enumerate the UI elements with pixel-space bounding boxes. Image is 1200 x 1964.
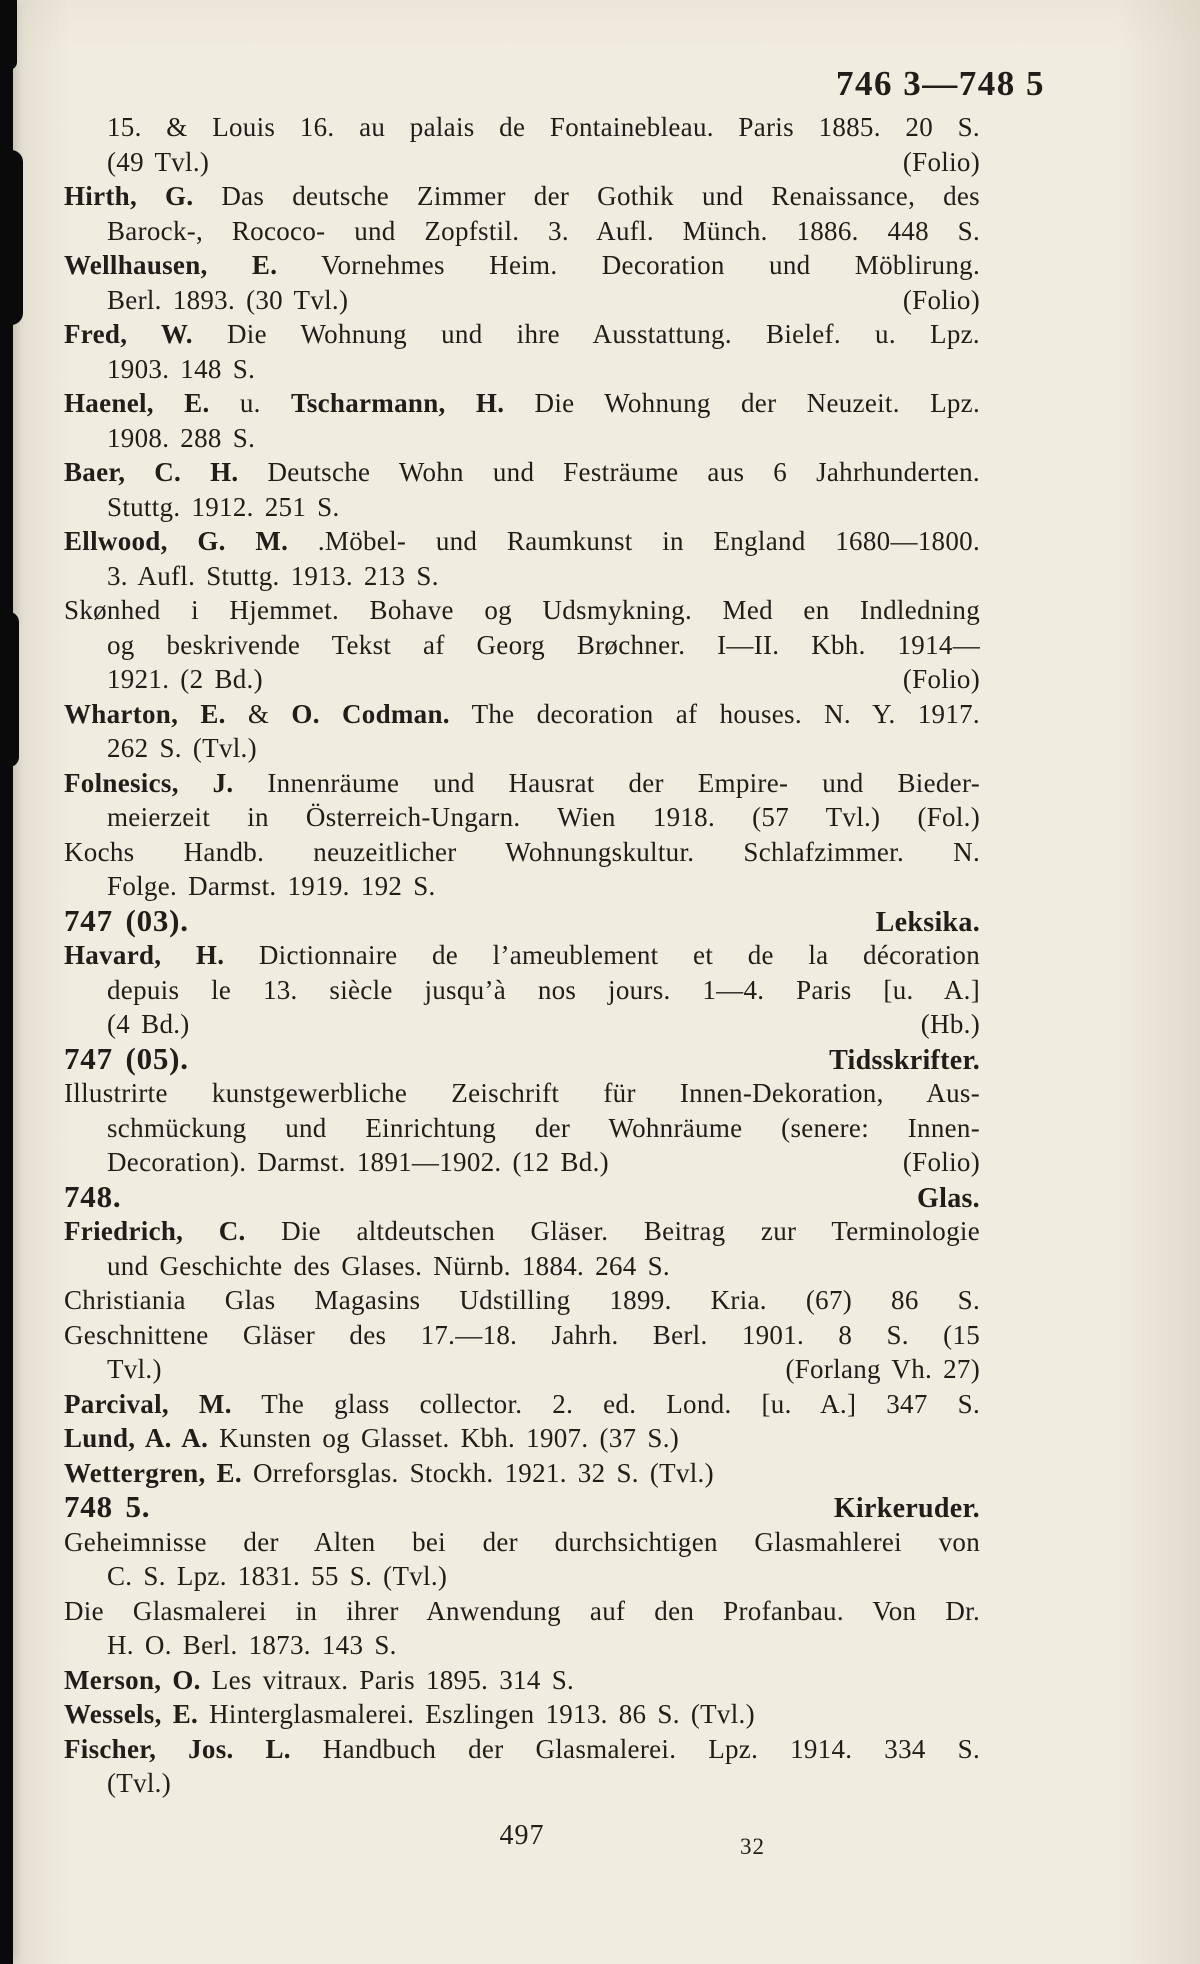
line-text xyxy=(107,733,257,763)
section-label: Leksika. xyxy=(875,906,980,938)
line-text xyxy=(64,388,980,418)
line-text xyxy=(64,1389,980,1419)
format-note: (Folio) xyxy=(902,146,980,177)
author-name: Ellwood, G. M. xyxy=(64,526,289,556)
line-text xyxy=(64,1665,574,1695)
line-text xyxy=(64,699,980,729)
text-run: C. S. Lpz. 1831. 55 S. (Tvl.) xyxy=(107,1561,448,1591)
author-name: Fischer, Jos. L. xyxy=(64,1733,291,1764)
line-text xyxy=(107,1768,171,1798)
bib-line xyxy=(64,317,980,352)
bib-line xyxy=(64,145,980,180)
bib-line xyxy=(64,1766,980,1801)
text-run: und Geschichte des Glases. Nürnb. 1884. 264 S. xyxy=(107,1250,670,1281)
text-run: schmückung und Einrichtung der Wohnräume (senere: Innen- xyxy=(107,1112,980,1143)
line-text xyxy=(64,457,980,487)
text-run: Kunsten og Glasset. Kbh. 1907. (37 S.) xyxy=(208,1423,680,1453)
bib-line xyxy=(64,973,980,1008)
bib-line xyxy=(64,1421,980,1456)
bib-line xyxy=(64,248,980,283)
bib-line xyxy=(64,731,980,766)
line-text xyxy=(64,250,980,280)
text-run: Vornehmes Heim. Decoration und Möblirung. xyxy=(277,250,981,280)
author-name: Parcival, M. xyxy=(64,1388,232,1419)
author-name: Folnesics, J. xyxy=(64,767,234,798)
line-text xyxy=(64,181,980,211)
line-text xyxy=(64,1285,980,1315)
line-text xyxy=(64,1180,121,1216)
section-number: 748. xyxy=(64,1178,122,1214)
line-text xyxy=(107,630,980,660)
line-text xyxy=(64,904,189,940)
signature-number: 32 xyxy=(740,1834,765,1859)
line-text xyxy=(107,145,209,180)
bib-line xyxy=(64,1663,980,1698)
line-text xyxy=(107,1251,670,1281)
bib-line xyxy=(64,1249,980,1284)
line-text xyxy=(64,1423,679,1453)
author-name: Lund, A. A. xyxy=(64,1423,209,1453)
text-run: Tvl.) xyxy=(107,1354,162,1384)
text-run: .Möbel- und Raumkunst in England 1680—1800. xyxy=(288,526,980,556)
format-note: (Folio) xyxy=(902,284,980,315)
line-text xyxy=(64,940,980,970)
bib-line xyxy=(64,386,980,421)
bib-line xyxy=(64,1490,980,1525)
line-text xyxy=(64,1734,980,1764)
author-name: Baer, C. H. xyxy=(64,457,239,487)
bib-line xyxy=(64,1007,980,1042)
bib-line xyxy=(64,1628,980,1663)
line-text xyxy=(64,837,980,867)
text-run: Illustrirte kunstgewerbliche Zeischrift für Innen-Dekoration, Aus- xyxy=(64,1078,980,1108)
format-note: (Hb.) xyxy=(920,1009,980,1039)
line-text xyxy=(64,1699,755,1729)
line-text xyxy=(107,216,980,246)
bib-line xyxy=(64,628,980,663)
text-run: Decoration). Darmst. 1891—1902. (12 Bd.) xyxy=(107,1147,609,1177)
bib-line xyxy=(64,1525,980,1560)
line-text xyxy=(64,1320,980,1350)
text-run: & xyxy=(225,698,292,729)
scan-edge-mark xyxy=(0,0,17,70)
bib-line xyxy=(64,110,980,145)
author-name: Wharton, E. xyxy=(64,698,226,729)
line-text xyxy=(107,1561,447,1591)
bib-line xyxy=(64,1352,980,1387)
line-text xyxy=(107,975,980,1005)
author-name: Merson, O. xyxy=(64,1664,201,1695)
text-run: Das deutsche Zimmer der Gothik und Renaissance, des xyxy=(193,181,980,211)
line-text xyxy=(107,1630,397,1660)
text-run: Barock-, Rococo- und Zopfstil. 3. Aufl. Münch. 1886. 448 S. xyxy=(107,215,980,246)
author-name: Tscharmann, H. xyxy=(290,388,505,418)
line-text xyxy=(107,662,263,697)
text-run: (Tvl.) xyxy=(107,1768,172,1798)
text-run: (49 Tvl.) xyxy=(107,146,210,177)
text-run: The glass collector. 2. ed. Lond. [u. A.] 347 S. xyxy=(231,1388,980,1419)
author-name: Wettergren, E. xyxy=(64,1457,242,1488)
bib-line xyxy=(64,1111,980,1146)
line-text xyxy=(64,526,980,556)
section-number: 747 (05). xyxy=(64,1040,189,1076)
author-name: Fred, W. xyxy=(64,319,193,349)
author-name: Havard, H. xyxy=(64,940,225,970)
bib-line xyxy=(64,869,980,904)
line-text xyxy=(107,1113,980,1143)
page-number: 497 xyxy=(499,1820,545,1851)
bib-line xyxy=(64,904,980,939)
bib-line xyxy=(64,766,980,801)
line-text xyxy=(64,1078,980,1108)
bib-line xyxy=(64,1076,980,1111)
text-run: H. O. Berl. 1873. 143 S. xyxy=(107,1630,397,1660)
line-text xyxy=(64,1458,714,1488)
text-run: Christiania Glas Magasins Udstilling 1899. Kria. (67) 86 S. xyxy=(64,1285,980,1315)
bib-line xyxy=(64,662,980,697)
format-note: (Forlang Vh. 27) xyxy=(785,1354,980,1384)
line-text xyxy=(64,1216,980,1246)
text-run: The decoration af houses. N. Y. 1917. xyxy=(449,698,980,729)
line-text xyxy=(107,1145,609,1180)
text-run: 262 S. (Tvl.) xyxy=(107,733,257,763)
text-run: 1908. 288 S. xyxy=(107,422,256,453)
line-text xyxy=(107,283,348,318)
text-run: 1921. (2 Bd.) xyxy=(107,664,263,694)
text-run: 15. & Louis 16. au palais de Fontainebleau. Paris 1885. 20 S. xyxy=(107,112,980,142)
line-text xyxy=(64,1596,980,1626)
bib-line xyxy=(64,1387,980,1422)
text-run: Skønhed i Hjemmet. Bohave og Udsmykning. Med en Indledning xyxy=(64,595,980,625)
bib-line xyxy=(64,421,980,456)
line-text xyxy=(107,112,980,142)
line-text xyxy=(107,1352,162,1387)
text-run: Berl. 1893. (30 Tvl.) xyxy=(107,284,349,315)
section-label: Kirkeruder. xyxy=(833,1493,980,1524)
line-text xyxy=(64,1490,150,1526)
text-run: depuis le 13. siècle jusqu’à nos jours. 1—4. Paris [u. A.] xyxy=(107,974,980,1005)
text-run: Geschnittene Gläser des 17.—18. Jahrh. Berl. 1901. 8 S. (15 xyxy=(64,1319,980,1350)
format-note: (Folio) xyxy=(902,1147,980,1177)
text-run: meierzeit in Österreich-Ungarn. Wien 1918. (57 Tvl.) (Fol.) xyxy=(107,802,980,832)
text-run: Hinterglasmalerei. Eszlingen 1913. 86 S. (Tvl.) xyxy=(198,1699,755,1729)
text-run: og beskrivende Tekst af Georg Brøchner. I—II. Kbh. 1914— xyxy=(107,629,980,660)
bib-line xyxy=(64,1214,980,1249)
bib-line xyxy=(64,1456,980,1491)
text-run: Folge. Darmst. 1919. 192 S. xyxy=(107,871,436,901)
text-run: Die altdeutschen Gläser. Beitrag zur Terminologie xyxy=(245,1216,980,1246)
bib-line xyxy=(64,559,980,594)
section-label: Tidsskrifter. xyxy=(829,1044,980,1076)
bib-line xyxy=(64,835,980,870)
text-run: 3. Aufl. Stuttg. 1913. 213 S. xyxy=(107,560,439,591)
bib-line xyxy=(64,283,980,318)
line-text xyxy=(107,492,340,522)
section-label: Glas. xyxy=(917,1182,980,1214)
bib-line xyxy=(64,1145,980,1180)
author-name: Haenel, E. xyxy=(64,388,210,418)
text-block xyxy=(64,110,980,1801)
page-header-classmark-range: 746 3—748 5 xyxy=(836,64,1045,103)
bib-line xyxy=(64,179,980,214)
line-text xyxy=(107,423,255,453)
line-text xyxy=(64,768,980,798)
author-name: Wellhausen, E. xyxy=(64,250,278,280)
line-text xyxy=(107,1007,190,1042)
bib-line xyxy=(64,352,980,387)
line-text xyxy=(107,561,439,591)
author-name: Hirth, G. xyxy=(64,181,194,211)
bib-line xyxy=(64,1594,980,1629)
line-text xyxy=(64,1527,980,1557)
text-run: Orreforsglas. Stockh. 1921. 32 S. (Tvl.) xyxy=(241,1457,714,1488)
bib-line xyxy=(64,1732,980,1767)
section-number: 747 (03). xyxy=(64,902,189,938)
text-run: 1903. 148 S. xyxy=(107,353,256,384)
text-run: Stuttg. 1912. 251 S. xyxy=(107,491,340,522)
text-run: u. xyxy=(209,388,291,418)
line-text xyxy=(107,354,255,384)
bib-line xyxy=(64,1318,980,1353)
bib-line xyxy=(64,1559,980,1594)
line-text xyxy=(107,802,980,832)
text-run: Kochs Handb. neuzeitlicher Wohnungskultur. Schlafzimmer. N. xyxy=(64,836,980,867)
text-run: Les vitraux. Paris 1895. 314 S. xyxy=(200,1664,575,1695)
text-run: Innenräume und Hausrat der Empire- und Bieder- xyxy=(233,767,981,798)
text-run: Die Wohnung und ihre Ausstattung. Bielef. u. Lpz. xyxy=(192,319,980,349)
bib-line xyxy=(64,938,980,973)
bib-line xyxy=(64,1180,980,1215)
text-run: Deutsche Wohn und Festräume aus 6 Jahrhunderten. xyxy=(238,457,980,487)
line-text xyxy=(107,871,436,901)
line-text xyxy=(64,595,980,625)
author-name: Wessels, E. xyxy=(64,1699,199,1729)
bib-line xyxy=(64,800,980,835)
bib-line xyxy=(64,524,980,559)
bib-line xyxy=(64,1697,980,1732)
text-run: Dictionnaire de l’ameublement et de la décoration xyxy=(224,940,980,970)
text-run: Geheimnisse der Alten bei der durchsichtigen Glasmahlerei von xyxy=(64,1526,980,1557)
section-number: 748 5. xyxy=(64,1489,151,1524)
text-run: Handbuch der Glasmalerei. Lpz. 1914. 334 S. xyxy=(290,1733,980,1764)
bib-line xyxy=(64,490,980,525)
text-run: (4 Bd.) xyxy=(107,1009,190,1039)
author-name: Friedrich, C. xyxy=(64,1216,246,1246)
scan-edge-mark xyxy=(0,150,23,325)
bib-line xyxy=(64,1283,980,1318)
author-name: O. Codman. xyxy=(291,698,450,729)
bib-line xyxy=(64,214,980,249)
bib-line xyxy=(64,1042,980,1077)
scan-edge-mark xyxy=(0,612,19,767)
bib-line xyxy=(64,455,980,490)
format-note: (Folio) xyxy=(902,664,980,694)
text-run: Die Wohnung der Neuzeit. Lpz. xyxy=(504,388,981,418)
line-text xyxy=(64,319,980,349)
line-text xyxy=(64,1042,189,1078)
bib-line xyxy=(64,593,980,628)
bib-line xyxy=(64,697,980,732)
text-run: Die Glasmalerei in ihrer Anwendung auf den Profanbau. Von Dr. xyxy=(64,1595,980,1626)
